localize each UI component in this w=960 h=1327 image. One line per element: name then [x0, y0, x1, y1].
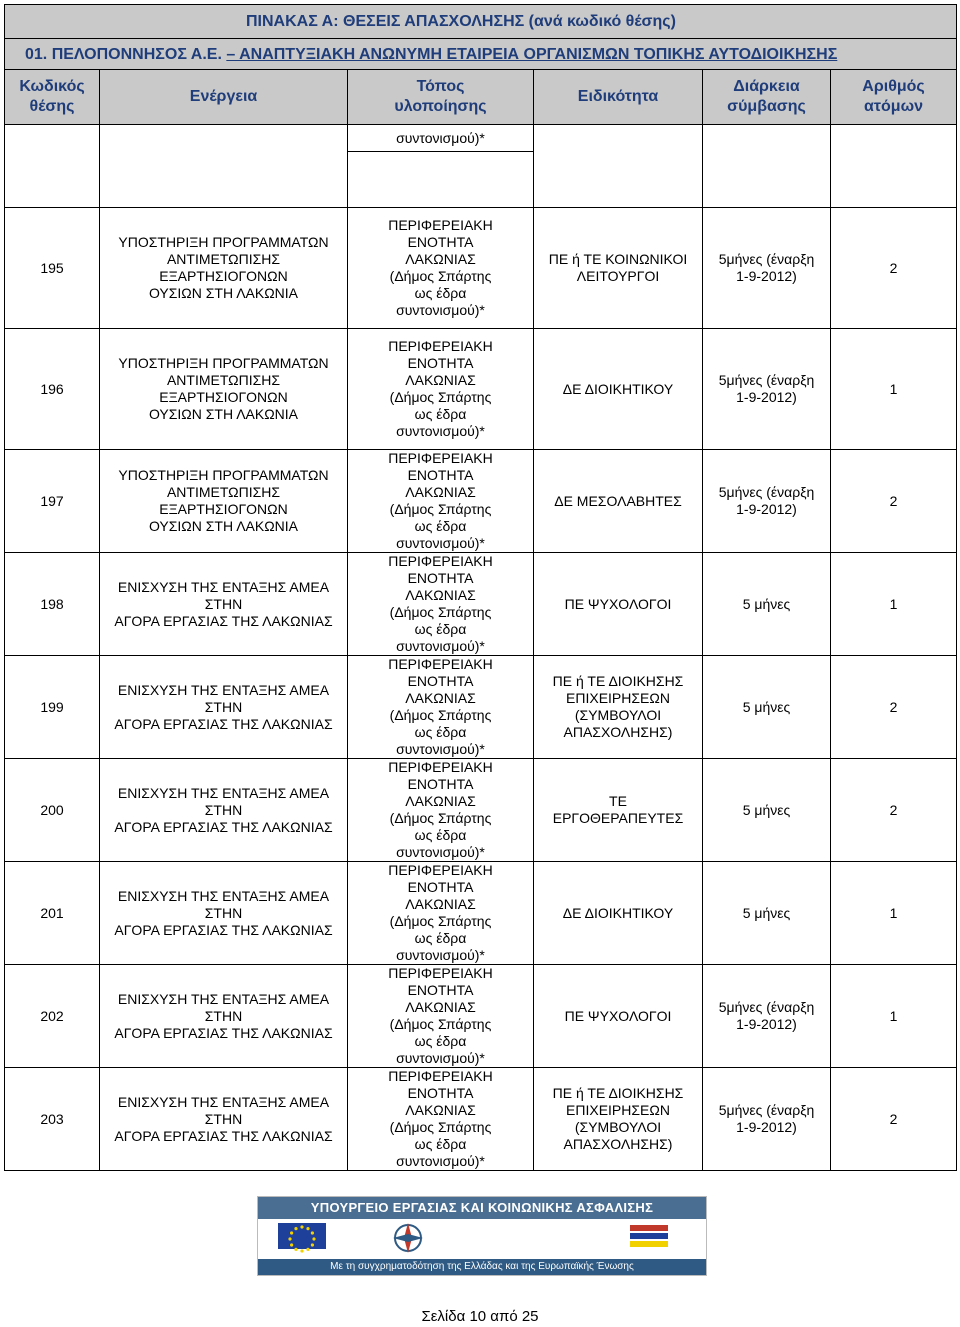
page-number: Σελίδα 10 από 25	[421, 1308, 539, 1325]
espa-logo-icon	[630, 1225, 668, 1247]
location-continuation: συντονισμού)*	[348, 125, 534, 152]
cell-persons: 2	[831, 450, 957, 553]
cell-activity: ΥΠΟΣΤΗΡΙΞΗ ΠΡΟΓΡΑΜΜΑΤΩΝ ΑΝΤΙΜΕΤΩΠΙΣΗΣ ΕΞΑΡΤΗΣΙΟΓΟΝΩΝ ΟΥΣΙΩΝ ΣΤΗ ΛΑΚΩΝΙΑ	[100, 450, 348, 553]
cell-duration: 5μήνες (έναρξη 1-9-2012)	[703, 965, 831, 1068]
cell-activity: ΕΝΙΣΧΥΣΗ ΤΗΣ ΕΝΤΑΞΗΣ ΑΜΕΑ ΣΤΗΝ ΑΓΟΡΑ ΕΡΓΑΣΙΑΣ ΤΗΣ ΛΑΚΩΝΙΑΣ	[100, 759, 348, 862]
cell-activity: ΕΝΙΣΧΥΣΗ ΤΗΣ ΕΝΤΑΞΗΣ ΑΜΕΑ ΣΤΗΝ ΑΓΟΡΑ ΕΡΓΑΣΙΑΣ ΤΗΣ ΛΑΚΩΝΙΑΣ	[100, 656, 348, 759]
table-row	[5, 656, 957, 759]
cell-duration: 5μήνες (έναρξη 1-9-2012)	[703, 450, 831, 553]
cell-specialty: ΔΕ ΔΙΟΙΚΗΤΙΚΟΥ	[534, 329, 703, 450]
column-header-duration: Διάρκεια σύμβασης	[703, 70, 831, 125]
cell-activity: ΕΝΙΣΧΥΣΗ ΤΗΣ ΕΝΤΑΞΗΣ ΑΜΕΑ ΣΤΗΝ ΑΓΟΡΑ ΕΡΓΑΣΙΑΣ ΤΗΣ ΛΑΚΩΝΙΑΣ	[100, 862, 348, 965]
ministry-banner: ΥΠΟΥΡΓΕΙΟ ΕΡΓΑΣΙΑΣ ΚΑΙ ΚΟΙΝΩΝΙΚΗΣ ΑΣΦΑΛΙΣΗΣ	[258, 1197, 706, 1219]
cell-activity: ΕΝΙΣΧΥΣΗ ΤΗΣ ΕΝΤΑΞΗΣ ΑΜΕΑ ΣΤΗΝ ΑΓΟΡΑ ΕΡΓΑΣΙΑΣ ΤΗΣ ΛΑΚΩΝΙΑΣ	[100, 1068, 348, 1171]
cell-location: ΠΕΡΙΦΕΡΕΙΑΚΗ ΕΝΟΤΗΤΑ ΛΑΚΩΝΙΑΣ (Δήμος Σπάρτης ως έδρα συντονισμού)*	[348, 862, 534, 965]
table-row	[5, 862, 957, 965]
cell-location: ΠΕΡΙΦΕΡΕΙΑΚΗ ΕΝΟΤΗΤΑ ΛΑΚΩΝΙΑΣ (Δήμος Σπάρτης ως έδρα συντονισμού)*	[348, 553, 534, 656]
table-row	[5, 965, 957, 1068]
cell-duration: 5 μήνες	[703, 553, 831, 656]
cell-duration: 5 μήνες	[703, 862, 831, 965]
cell-activity: ΕΝΙΣΧΥΣΗ ΤΗΣ ΕΝΤΑΞΗΣ ΑΜΕΑ ΣΤΗΝ ΑΓΟΡΑ ΕΡΓΑΣΙΑΣ ΤΗΣ ΛΑΚΩΝΙΑΣ	[100, 965, 348, 1068]
table-row	[5, 329, 957, 450]
column-header-persons: Αριθμός ατόμων	[831, 70, 957, 125]
cofunding-logo-banner	[257, 1196, 707, 1276]
cell-code: 202	[5, 965, 100, 1068]
cell-duration: 5 μήνες	[703, 759, 831, 862]
table-row	[5, 1068, 957, 1171]
cell-activity: ΥΠΟΣΤΗΡΙΞΗ ΠΡΟΓΡΑΜΜΑΤΩΝ ΑΝΤΙΜΕΤΩΠΙΣΗΣ ΕΞΑΡΤΗΣΙΟΓΟΝΩΝ ΟΥΣΙΩΝ ΣΤΗ ΛΑΚΩΝΙΑ	[100, 329, 348, 450]
cell-activity: ΥΠΟΣΤΗΡΙΞΗ ΠΡΟΓΡΑΜΜΑΤΩΝ ΑΝΤΙΜΕΤΩΠΙΣΗΣ ΕΞΑΡΤΗΣΙΟΓΟΝΩΝ ΟΥΣΙΩΝ ΣΤΗ ΛΑΚΩΝΙΑ	[100, 208, 348, 329]
compass-icon	[393, 1223, 423, 1253]
cell-persons: 2	[831, 1068, 957, 1171]
cell-location: ΠΕΡΙΦΕΡΕΙΑΚΗ ΕΝΟΤΗΤΑ ΛΑΚΩΝΙΑΣ (Δήμος Σπάρτης ως έδρα συντονισμού)*	[348, 1068, 534, 1171]
cell-persons: 1	[831, 965, 957, 1068]
cell-specialty: ΠΕ ή ΤΕ ΔΙΟΙΚΗΣΗΣ ΕΠΙΧΕΙΡΗΣΕΩΝ (ΣΥΜΒΟΥΛΟΙ ΑΠΑΣΧΟΛΗΣΗΣ)	[534, 1068, 703, 1171]
column-header-activity: Ενέργεια	[100, 70, 348, 125]
cell-location: ΠΕΡΙΦΕΡΕΙΑΚΗ ΕΝΟΤΗΤΑ ΛΑΚΩΝΙΑΣ (Δήμος Σπάρτης ως έδρα συντονισμού)*	[348, 759, 534, 862]
column-header-location: Τόπος υλοποίησης	[348, 70, 534, 125]
column-header-code: Κωδικός θέσης	[5, 70, 100, 125]
cell-persons: 1	[831, 862, 957, 965]
cell-location: ΠΕΡΙΦΕΡΕΙΑΚΗ ΕΝΟΤΗΤΑ ΛΑΚΩΝΙΑΣ (Δήμος Σπάρτης ως έδρα συντονισμού)*	[348, 329, 534, 450]
table-title: ΠΙΝΑΚΑΣ Α: ΘΕΣΕΙΣ ΑΠΑΣΧΟΛΗΣΗΣ (ανά κωδικό θέσης)	[5, 5, 957, 39]
logo-emblems	[258, 1219, 706, 1259]
cell-specialty: ΤΕ ΕΡΓΟΘΕΡΑΠΕΥΤΕΣ	[534, 759, 703, 862]
table-row	[5, 208, 957, 329]
cell-specialty: ΔΕ ΔΙΟΙΚΗΤΙΚΟΥ	[534, 862, 703, 965]
cell-specialty: ΠΕ ΨΥΧΟΛΟΓΟΙ	[534, 553, 703, 656]
cell-duration: 5 μήνες	[703, 656, 831, 759]
cell-activity: ΕΝΙΣΧΥΣΗ ΤΗΣ ΕΝΤΑΞΗΣ ΑΜΕΑ ΣΤΗΝ ΑΓΟΡΑ ΕΡΓΑΣΙΑΣ ΤΗΣ ΛΑΚΩΝΙΑΣ	[100, 553, 348, 656]
cell-duration: 5μήνες (έναρξη 1-9-2012)	[703, 1068, 831, 1171]
cell-location: ΠΕΡΙΦΕΡΕΙΑΚΗ ΕΝΟΤΗΤΑ ΛΑΚΩΝΙΑΣ (Δήμος Σπάρτης ως έδρα συντονισμού)*	[348, 656, 534, 759]
cell-specialty: ΠΕ ή ΤΕ ΚΟΙΝΩΝΙΚΟΙ ΛΕΙΤΟΥΡΓΟΙ	[534, 208, 703, 329]
cell-code: 197	[5, 450, 100, 553]
column-header-specialty: Ειδικότητα	[534, 70, 703, 125]
cell-code: 203	[5, 1068, 100, 1171]
document-page	[4, 4, 956, 1171]
positions-table	[4, 4, 957, 1171]
region-label: 01. ΠΕΛΟΠΟΝΝΗΣΟΣ Α.Ε.	[25, 45, 227, 63]
cell-specialty: ΠΕ ΨΥΧΟΛΟΓΟΙ	[534, 965, 703, 1068]
cell-location: ΠΕΡΙΦΕΡΕΙΑΚΗ ΕΝΟΤΗΤΑ ΛΑΚΩΝΙΑΣ (Δήμος Σπάρτης ως έδρα συντονισμού)*	[348, 450, 534, 553]
table-row	[5, 759, 957, 862]
cell-code: 195	[5, 208, 100, 329]
cell-persons: 2	[831, 208, 957, 329]
cell-code: 200	[5, 759, 100, 862]
cell-code: 198	[5, 553, 100, 656]
cell-duration: 5μήνες (έναρξη 1-9-2012)	[703, 329, 831, 450]
cell-duration: 5μήνες (έναρξη 1-9-2012)	[703, 208, 831, 329]
cell-persons: 2	[831, 759, 957, 862]
cell-specialty: ΠΕ ή ΤΕ ΔΙΟΙΚΗΣΗΣ ΕΠΙΧΕΙΡΗΣΕΩΝ (ΣΥΜΒΟΥΛΟΙ ΑΠΑΣΧΟΛΗΣΗΣ)	[534, 656, 703, 759]
cell-specialty: ΔΕ ΜΕΣΟΛΑΒΗΤΕΣ	[534, 450, 703, 553]
table-row	[5, 553, 957, 656]
organization-subtitle	[5, 39, 957, 70]
cell-code: 199	[5, 656, 100, 759]
organization-name: – ΑΝΑΠΤΥΞΙΑΚΗ ΑΝΩΝΥΜΗ ΕΤΑΙΡΕΙΑ ΟΡΓΑΝΙΣΜΩΝ ΤΟΠΙΚΗΣ ΑΥΤΟΔΙΟΙΚΗΣΗΣ	[226, 45, 838, 63]
cell-persons: 2	[831, 656, 957, 759]
table-row	[5, 450, 957, 553]
table-row-continuation	[5, 125, 957, 152]
cell-code: 196	[5, 329, 100, 450]
cofunding-note: Με τη συγχρηματοδότηση της Ελλάδας και της Ευρωπαϊκής Ένωσης	[258, 1259, 706, 1275]
cell-persons: 1	[831, 553, 957, 656]
cell-location: ΠΕΡΙΦΕΡΕΙΑΚΗ ΕΝΟΤΗΤΑ ΛΑΚΩΝΙΑΣ (Δήμος Σπάρτης ως έδρα συντονισμού)*	[348, 208, 534, 329]
cell-code: 201	[5, 862, 100, 965]
cell-location: ΠΕΡΙΦΕΡΕΙΑΚΗ ΕΝΟΤΗΤΑ ΛΑΚΩΝΙΑΣ (Δήμος Σπάρτης ως έδρα συντονισμού)*	[348, 965, 534, 1068]
cell-persons: 1	[831, 329, 957, 450]
